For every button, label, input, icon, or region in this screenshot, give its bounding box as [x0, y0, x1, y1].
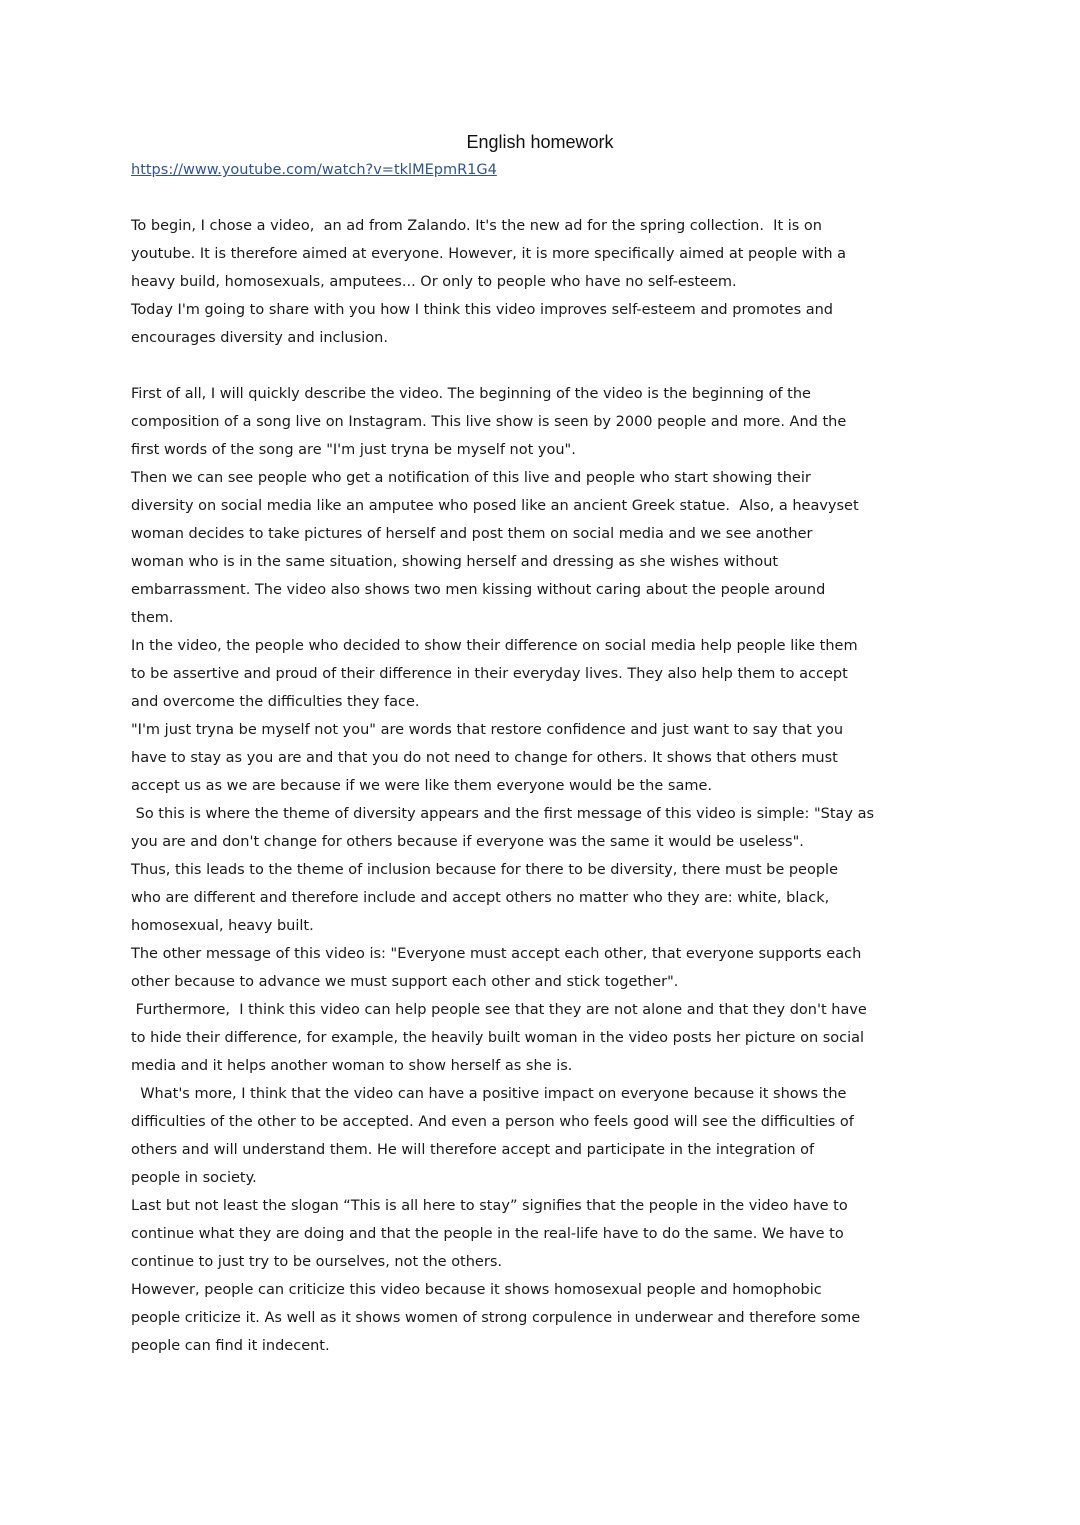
text-line: Furthermore, I think this video can help people see that they are not alone and that they don't have [131, 1002, 867, 1018]
main-paragraph [131, 380, 961, 1360]
text-line: accept us as we are because if we were like them everyone would be the same. [131, 778, 712, 794]
text-line: composition of a song live on Instagram. This live show is seen by 2000 people and more. And the [131, 414, 847, 430]
text-line: However, people can criticize this video because it shows homosexual people and homophobic [131, 1282, 822, 1298]
text-line: media and it helps another woman to show herself as she is. [131, 1058, 573, 1074]
text-line: Then we can see people who get a notification of this live and people who start showing their [131, 470, 811, 486]
text-line: woman who is in the same situation, showing herself and dressing as she wishes without [131, 554, 779, 570]
text-line: first words of the song are "I'm just tryna be myself not you". [131, 442, 576, 458]
text-line: have to stay as you are and that you do not need to change for others. It shows that others must [131, 750, 838, 766]
document-title: English homework [466, 132, 614, 152]
text-line: to be assertive and proud of their difference in their everyday lives. They also help them to accept [131, 666, 848, 682]
text-line: people criticize it. As well as it shows women of strong corpulence in underwear and therefore some [131, 1310, 861, 1326]
text-line: youtube. It is therefore aimed at everyone. However, it is more specifically aimed at people with a [131, 246, 847, 262]
text-line: homosexual, heavy built. [131, 918, 314, 934]
text-line: you are and don't change for others because if everyone was the same it would be useless". [131, 834, 804, 850]
text-line: difficulties of the other to be accepted. And even a person who feels good will see the difficulties of [131, 1114, 854, 1130]
text-line: Last but not least the slogan “This is all here to stay” signifies that the people in the video have to [131, 1198, 848, 1214]
text-line: to hide their difference, for example, the heavily built woman in the video posts her picture on social [131, 1030, 865, 1046]
text-line: other because to advance we must support each other and stick together". [131, 974, 679, 990]
text-line: Today I'm going to share with you how I think this video improves self-esteem and promotes and [131, 302, 834, 318]
text-line: First of all, I will quickly describe the video. The beginning of the video is the beginning of the [131, 386, 811, 402]
text-line: So this is where the theme of diversity appears and the first message of this video is simple: "Stay as [131, 806, 875, 822]
text-line: continue what they are doing and that the people in the real-life have to do the same. We have to [131, 1226, 844, 1242]
text-line: encourages diversity and inclusion. [131, 330, 388, 346]
text-line: who are different and therefore include and accept others no matter who they are: white, black, [131, 890, 830, 906]
text-line: woman decides to take pictures of herself and post them on social media and we see another [131, 526, 813, 542]
youtube-link[interactable]: https://www.youtube.com/watch?v=tklMEpmR1G4 [131, 162, 497, 178]
text-line: What's more, I think that the video can have a positive impact on everyone because it shows the [131, 1086, 847, 1102]
text-line: people in society. [131, 1170, 257, 1186]
text-line: To begin, I chose a video, an ad from Zalando. It's the new ad for the spring collection. It is on [131, 218, 822, 234]
text-line: continue to just try to be ourselves, not the others. [131, 1254, 502, 1270]
text-line: Thus, this leads to the theme of inclusion because for there to be diversity, there must be people [131, 862, 839, 878]
text-line: them. [131, 610, 174, 626]
text-line: people can find it indecent. [131, 1338, 330, 1354]
text-line: In the video, the people who decided to show their difference on social media help people like them [131, 638, 858, 654]
intro-paragraph [131, 212, 961, 352]
text-line: embarrassment. The video also shows two men kissing without caring about the people around [131, 582, 826, 598]
text-line: "I'm just tryna be myself not you" are words that restore confidence and just want to say that you [131, 722, 844, 738]
text-line: others and will understand them. He will therefore accept and participate in the integration of [131, 1142, 815, 1158]
text-line: heavy build, homosexuals, amputees... Or only to people who have no self-esteem. [131, 274, 737, 290]
text-line: diversity on social media like an amputee who posed like an ancient Greek statue. Also, a heavyset [131, 498, 859, 514]
text-line: The other message of this video is: "Everyone must accept each other, that everyone supports each [131, 946, 862, 962]
text-line: and overcome the difficulties they face. [131, 694, 420, 710]
